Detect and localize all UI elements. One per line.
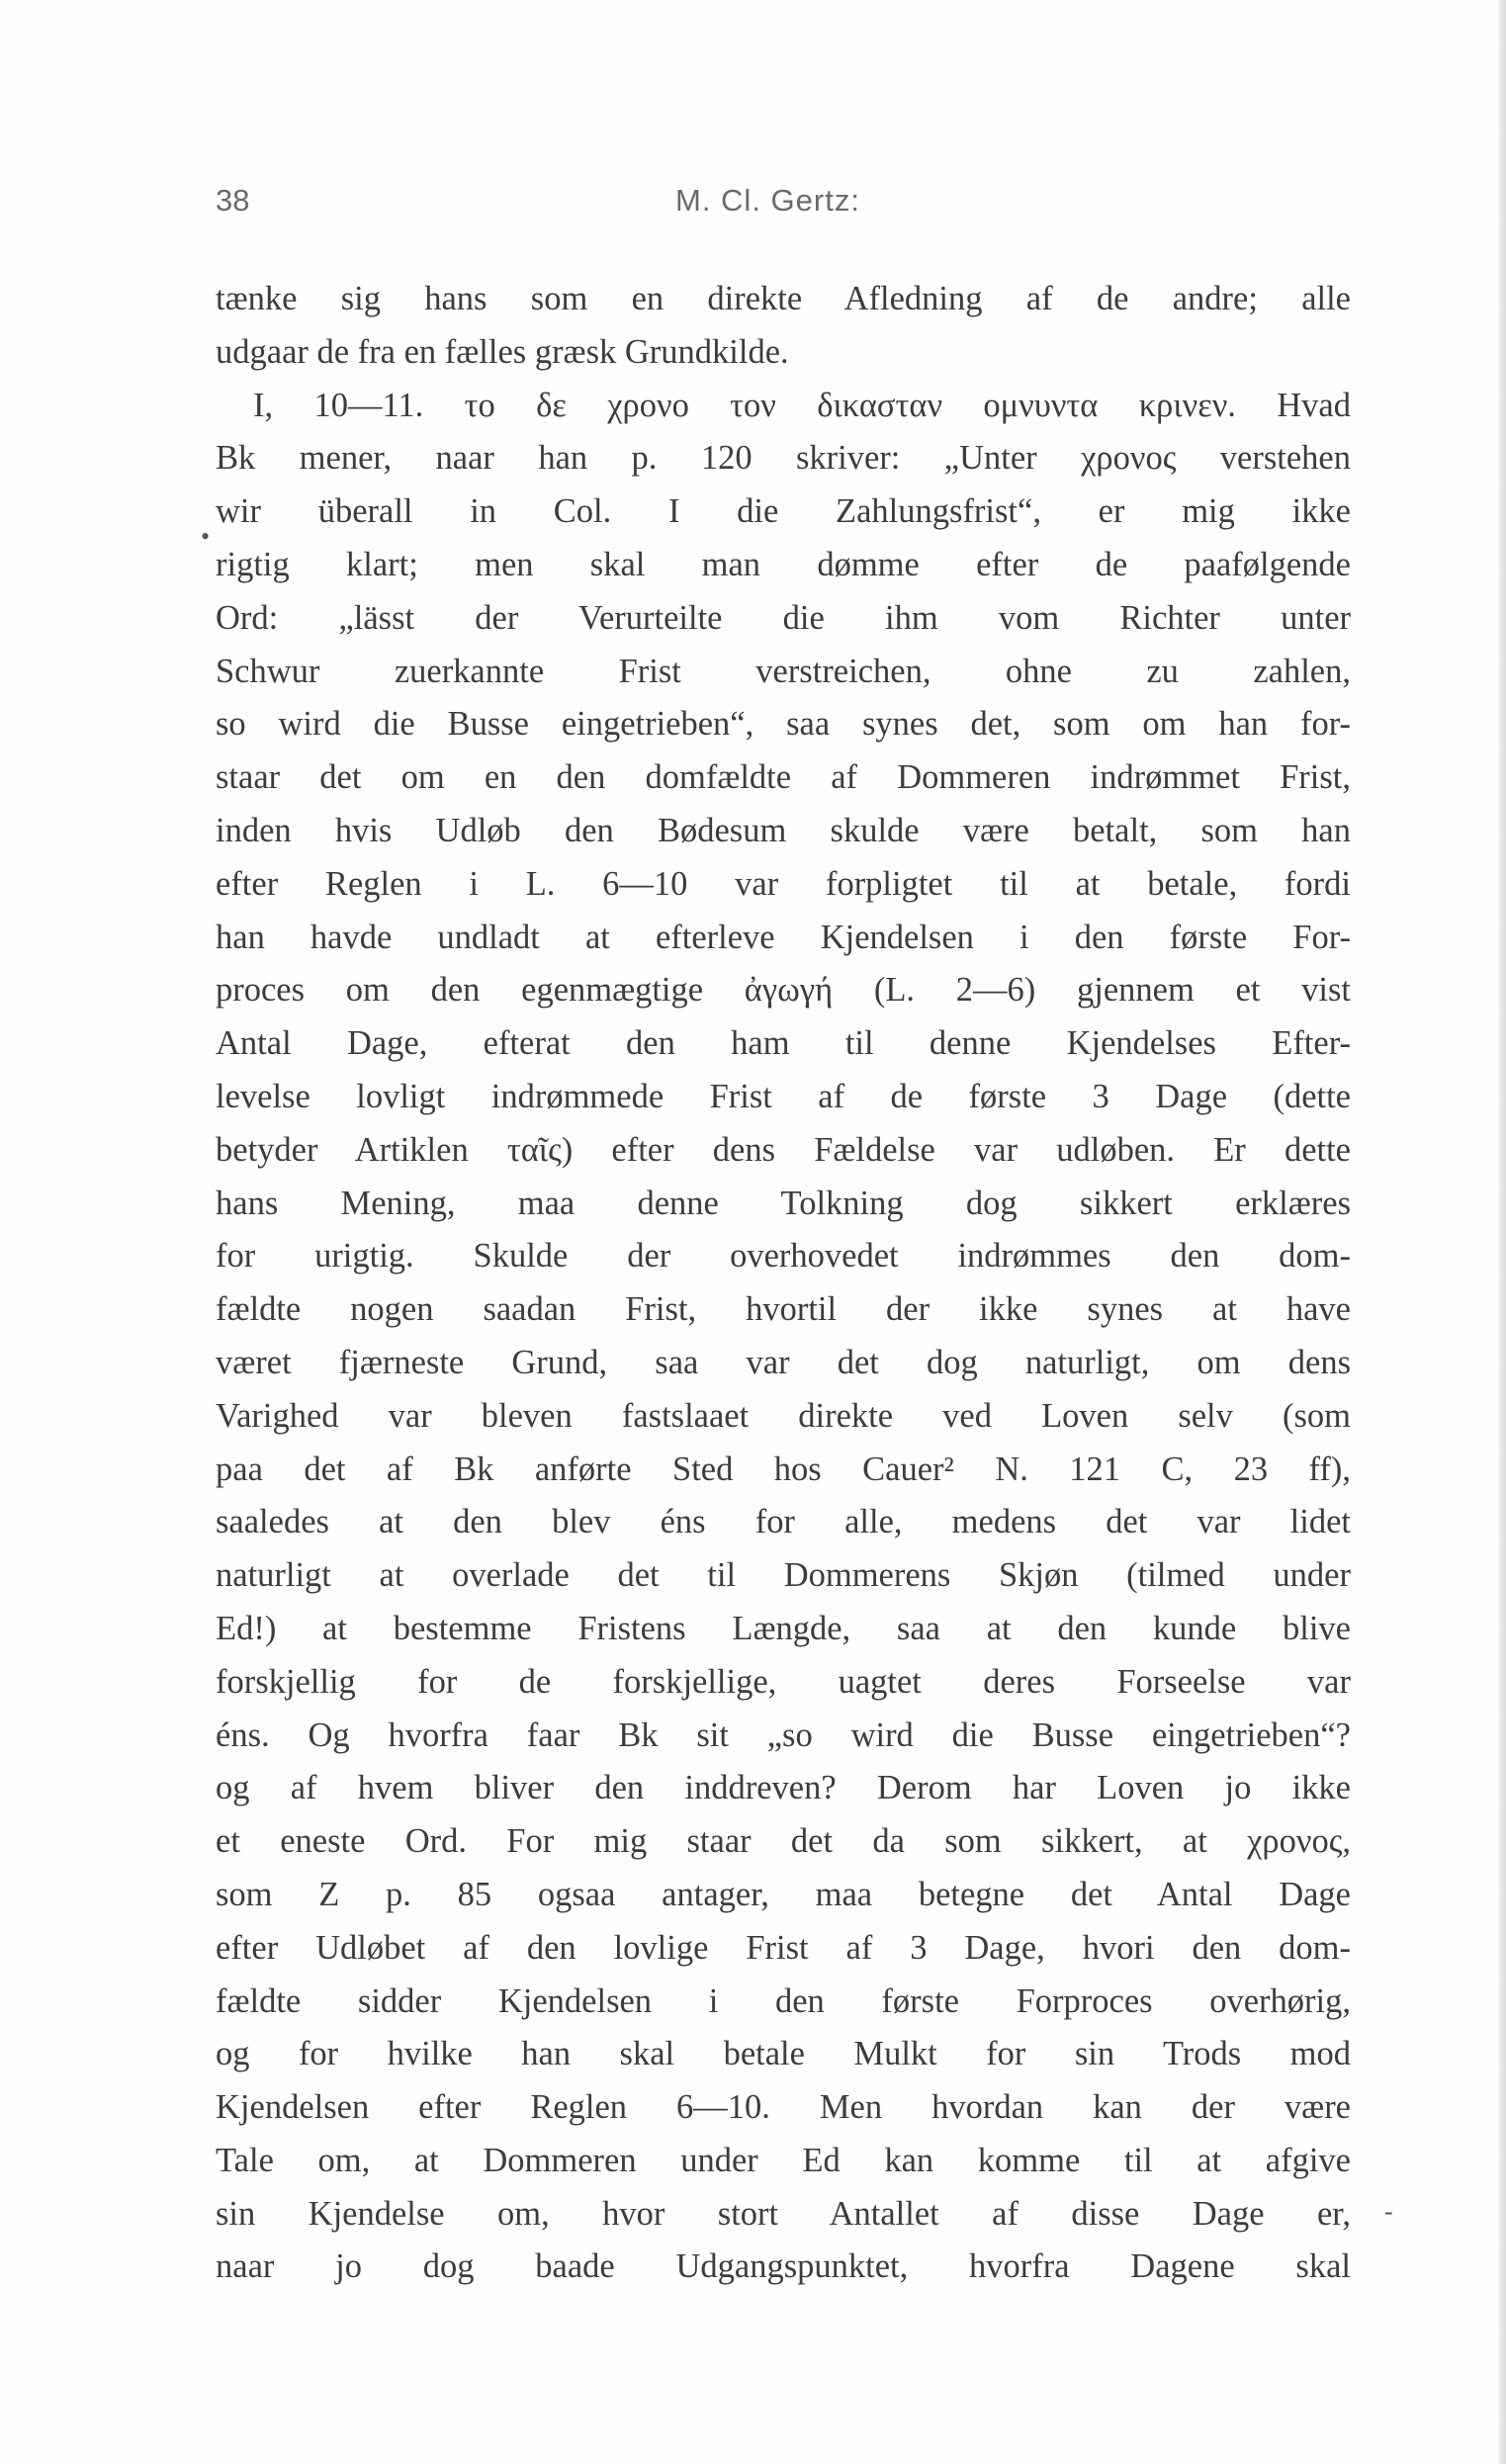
text-line: Varighed var bleven fastslaaet direkte ved Loven selv (som (216, 1396, 1351, 1435)
text-line: paa det af Bk anførte Sted hos Cauer² N. 121 C, 23 ff), (216, 1450, 1351, 1488)
text-line: et eneste Ord. For mig staar det da som sikkert, at χρονος, (216, 1822, 1351, 1861)
text-line: hans Mening, maa denne Tolkning dog sikkert erklæres (216, 1184, 1351, 1222)
text-line: sin Kjendelse om, hvor stort Antallet af disse Dage er, (216, 2194, 1351, 2233)
text-line: proces om den egenmægtige ἀγωγή (L. 2—6) gjennem et vist (216, 971, 1351, 1010)
text-line: betyder Artiklen ταῖς) efter dens Fældelse var udløben. Er dette (216, 1130, 1351, 1169)
text-line: Antal Dage, efterat den ham til denne Kjendelses Efter- (216, 1024, 1351, 1063)
text-line: tænke sig hans som en direkte Afledning af de andre; alle (216, 280, 1351, 317)
text-line: forskjellig for de forskjellige, uagtet deres Forseelse var (216, 1662, 1351, 1701)
text-line: naar jo dog baade Udgangspunktet, hvorfra Dagene skal (216, 2247, 1351, 2286)
running-head: M. Cl. Gertz: (675, 183, 860, 218)
text-line: og af hvem bliver den inddreven? Derom har Loven jo ikke (216, 1769, 1351, 1807)
text-line: saaledes at den blev éns for alle, medens det var lidet (216, 1503, 1351, 1541)
text-line: fældte sidder Kjendelsen i den første Forproces overhørig, (216, 1981, 1351, 2020)
text-line: levelse lovligt indrømmede Frist af de første 3 Dage (dette (216, 1077, 1351, 1115)
text-line: so wird die Busse eingetrieben“, saa synes det, som om han for- (216, 705, 1351, 744)
page-number: 38 (216, 183, 250, 218)
page-header (216, 183, 1363, 232)
margin-dash-mark: - (1384, 2197, 1393, 2226)
text-line: inden hvis Udløb den Bødesum skulde være betalt, som han (216, 811, 1351, 849)
text-line: og for hvilke han skal betale Mulkt for sin Trods mod (216, 2035, 1351, 2073)
text-line: wir überall in Col. I die Zahlungsfrist“, er mig ikke (216, 492, 1351, 531)
text-line: Kjendelsen efter Reglen 6—10. Men hvordan kan der være (216, 2088, 1351, 2127)
text-line: udgaar de fra en fælles græsk Grundkilde. (216, 332, 789, 371)
page-edge-shadow (1498, 0, 1506, 2464)
text-line: som Z p. 85 ogsaa antager, maa betegne det Antal Dage (216, 1875, 1351, 1913)
text-line: naturligt at overlade det til Dommerens Skjøn (tilmed under (216, 1556, 1351, 1595)
text-line: fældte nogen saadan Frist, hvortil der ikke synes at have (216, 1290, 1351, 1329)
text-line: Ord: „lässt der Verurteilte die ihm vom Richter unter (216, 598, 1351, 637)
text-line: éns. Og hvorfra faar Bk sit „so wird die Busse eingetrieben“? (216, 1716, 1351, 1754)
text-line: efter Udløbet af den lovlige Frist af 3 Dage, hvori den dom- (216, 1928, 1351, 1967)
text-line: for urigtig. Skulde der overhovedet indrømmes den dom- (216, 1237, 1351, 1276)
text-line: han havde undladt at efterleve Kjendelsen i den første For- (216, 918, 1351, 956)
text-line: Tale om, at Dommeren under Ed kan komme til at afgive (216, 2141, 1351, 2179)
margin-dot-mark: • (201, 522, 211, 551)
text-line: Ed!) at bestemme Fristens Længde, saa at den kunde blive (216, 1609, 1351, 1647)
text-line: rigtig klart; men skal man dømme efter de paafølgende (216, 545, 1351, 583)
text-line: Bk mener, naar han p. 120 skriver: „Unter χρονος verstehen (216, 439, 1351, 478)
body-text (216, 273, 1351, 2294)
text-line: været fjærneste Grund, saa var det dog naturligt, om dens (216, 1343, 1351, 1381)
text-line: Schwur zuerkannte Frist verstreichen, ohne zu zahlen, (216, 652, 1351, 690)
text-line: staar det om en den domfældte af Dommeren indrømmet Frist, (216, 758, 1351, 797)
text-line: I, 10—11. το δε χρονο τον δικασταν ομνυντα κρινεν. Hvad (253, 386, 1351, 424)
text-line: efter Reglen i L. 6—10 var forpligtet til at betale, fordi (216, 864, 1351, 903)
